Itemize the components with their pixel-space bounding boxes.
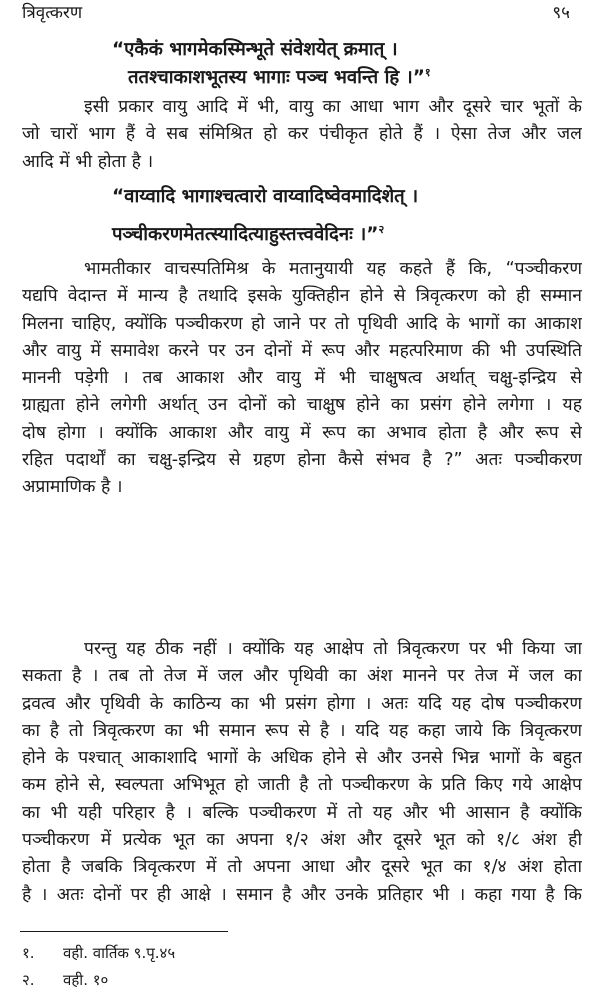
paragraph xyxy=(22,636,582,909)
footnote-divider xyxy=(20,931,228,932)
verse-line: ततश्चाकाशभूतस्य भागाः पञ्च भवन्ति हि ।”$^१$ xyxy=(128,65,431,88)
text-line: होता है जबकि त्रिवृत्करण में तो अपना आधा और दूसरे भूत का १/४ अंश होता xyxy=(22,857,582,878)
footnote-number: १. xyxy=(22,944,35,962)
footnotes xyxy=(22,940,175,994)
paragraph xyxy=(22,94,582,176)
text-line: भामतीकार वाचस्पतिमिश्र के मतानुयायी यह कहते हैं कि, “पञ्चीकरण xyxy=(84,259,582,279)
text-line: ग्राह्यता होने लगेगी अर्थात् उन दोनों को चाक्षुष होने का प्रसंग होने लगेगा । यह xyxy=(22,395,582,416)
footnote-ref: १ xyxy=(424,65,431,79)
text-line: आदि में भी होता है । xyxy=(22,151,154,172)
footnote-text: वही. १० xyxy=(63,971,109,989)
text-line: होने के पश्चात् आकाशादि भागों के अधिक होने से और उनसे भिन्न भागों के बहुत xyxy=(22,748,582,769)
footnote-number: २. xyxy=(22,971,35,989)
text-line: पञ्चीकरण में प्रत्येक भूत का अपना १/२ अंश और दूसरे भूत को १/८ अंश ही xyxy=(22,830,582,851)
text-line: द्रवत्व और पृथिवी के काठिन्य का भी प्रसंग होगा । अतः यदि यह दोष पञ्चीकरण xyxy=(22,693,582,714)
text-line: माननी पड़ेगी । तब आकाश और वायु में भी चाक्षुषत्व अर्थात् चक्षु-इन्द्रिय से xyxy=(22,368,582,389)
verse-line: “एकैकं भागमेकस्मिन्भूते संवेशयेत् क्रमात् । xyxy=(112,39,398,60)
text-line: जो चारों भाग हैं वे सब संमिश्रित हो कर पंचीकृत होते हैं । ऐसा तेज और जल xyxy=(22,124,582,145)
text-line: का है तो त्रिवृत्करण का भी समान रूप से है । यदि यह कहा जाये कि त्रिवृत्करण xyxy=(22,720,582,741)
text-line: यद्यपि वेदान्त में मान्य है तथादि इसके युक्तिहीन होने से त्रिवृत्करण को ही सम्मान xyxy=(22,286,582,307)
text-line: मिलना चाहिए, क्योंकि पञ्चीकरण हो जाने पर तो पृथिवी आदि के भागों का आकाश xyxy=(22,313,582,334)
running-title: त्रिवृत्करण xyxy=(22,3,83,23)
text-line: रहित पदार्थों का चक्षु-इन्द्रिय से ग्रहण होना कैसे संभव है ?” अतः पञ्चीकरण xyxy=(22,450,582,471)
text-line: परन्तु यह ठीक नहीं । क्योंकि यह आक्षेप तो त्रिवृत्करण पर भी किया जा xyxy=(84,639,582,659)
paragraph xyxy=(22,256,582,502)
text-line: कम होने से, स्वल्पता अभिभूत हो जाती है तो पञ्चीकरण के प्रति किए गये आक्षेप xyxy=(22,775,582,796)
footnote-2 xyxy=(22,967,175,994)
text-line: है । अतः दोनों पर ही आक्षे । समान है और उनके प्रतिहार भी । कहा गया है कि xyxy=(22,884,582,905)
text-line: सकता है । तब तो तेज में जल और पृथिवी का अंश मानने पर तेज में जल का xyxy=(22,666,582,687)
footnote-1 xyxy=(22,940,175,967)
text-line: और वायु में समावेश करने पर उन दोनों में रूप और महत्परिमाण की भी उपस्थिति xyxy=(22,340,582,361)
page-number: ९५ xyxy=(552,3,570,23)
text-line: इसी प्रकार वायु आदि में भी, वायु का आधा भाग और दूसरे चार भूतों के xyxy=(84,97,582,117)
footnote-ref: २ xyxy=(378,222,385,236)
text-line: अप्रामाणिक है । xyxy=(22,477,123,498)
verse-line: पञ्चीकरणमेतत्स्यादित्याहुस्तत्त्ववेदिनः ।”$^२$ xyxy=(112,222,385,245)
text-line: का भी यही परिहार है । बल्कि पञ्चीकरण में तो यह और भी आसान है क्योंकि xyxy=(22,802,582,823)
text-line: दोष होगा । क्योंकि आकाश और वायु में रूप का अभाव होता है और रूप से xyxy=(22,422,582,443)
footnote-text: वही. वार्तिक ९.पृ.४५ xyxy=(63,944,176,962)
verse-line: “वाय्वादि भागाश्चत्वारो वाय्वादिष्वेवमादिशेत् । xyxy=(112,186,419,207)
